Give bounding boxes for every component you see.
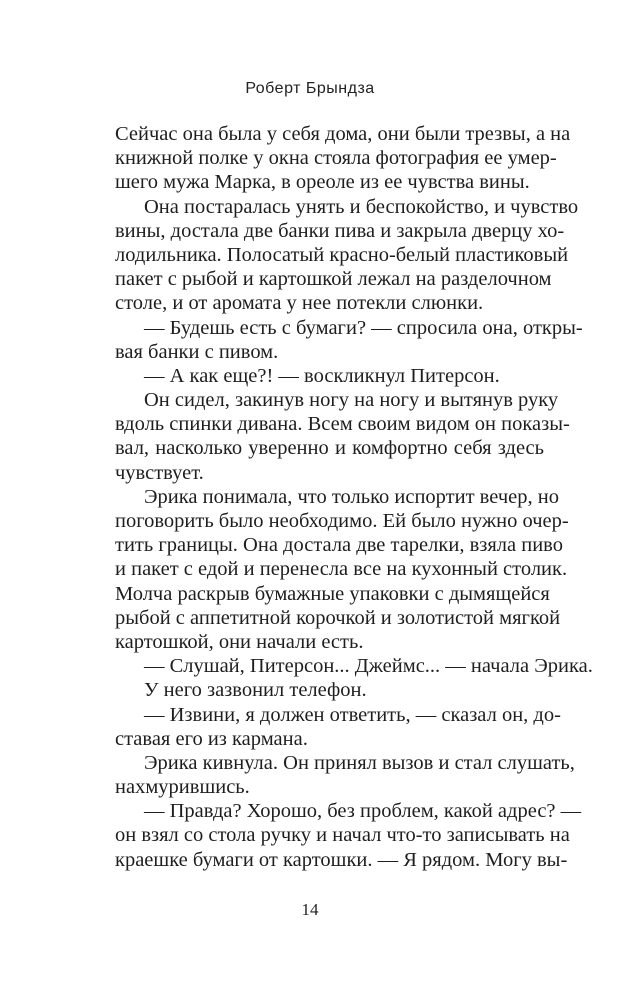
text-line: Он сидел, закинув ногу на ногу и вытянув руку — [144, 389, 559, 412]
text-line: вая банки с пивом. — [115, 340, 279, 363]
text-line: — А как еще?! — воскликнул Питерсон. — [144, 364, 500, 387]
text-line: столе, и от аромата у нее потекли слюнки. — [115, 292, 484, 315]
text-line: ставая его из кармана. — [115, 727, 308, 750]
text-line: шего мужа Марка, в ореоле из ее чувства вины. — [115, 171, 530, 194]
text-line: — Правда? Хорошо, без проблем, какой адрес? — — [144, 800, 582, 823]
text-line: Она постаралась унять и беспокойство, и чувство — [144, 195, 579, 218]
page-body-text — [115, 122, 593, 872]
text-line: и пакет с едой и перенесла все на кухонный столик. — [115, 558, 568, 581]
text-line: картошкой, они начали есть. — [115, 630, 364, 653]
text-line: вины, достала две банки пива и закрыла дверцу хо- — [115, 219, 565, 242]
text-line: Эрика кивнула. Он принял вызов и стал слушать, — [144, 751, 575, 774]
text-line: поговорить было необходимо. Ей было нужно очер- — [115, 510, 569, 532]
running-header: Роберт Брындза — [245, 80, 375, 97]
text-line: краешке бумаги от картошки. — Я рядом. Могу вы- — [115, 848, 568, 871]
text-line: книжной полке у окна стояла фотография ее умер- — [115, 147, 557, 170]
page-number: 14 — [301, 900, 319, 919]
text-line: вал, насколько уверенно и комфортно себя здесь — [115, 437, 544, 460]
text-line: пакет с рыбой и картошкой лежал на разделочном — [115, 268, 552, 291]
text-line: Молча раскрыв бумажные упаковки с дымящейся — [115, 582, 550, 605]
text-line: У него зазвонил телефон. — [144, 679, 367, 702]
text-line: чувствует. — [115, 461, 204, 484]
text-line: Сейчас она была у себя дома, они были трезвы, а на — [115, 123, 571, 145]
text-line: Эрика понимала, что только испортит вечер, но — [144, 485, 559, 508]
text-line: он взял со стола ручку и начал что-то записывать на — [115, 824, 570, 847]
text-line: — Слушай, Питерсон... Джеймс... — начала Эрика. — [144, 655, 593, 678]
text-line: лодильника. Полосатый красно-белый пластиковый — [115, 243, 569, 266]
text-line: тить границы. Она достала две тарелки, взяла пиво — [115, 534, 563, 557]
text-line: — Будешь есть с бумаги? — спросила она, откры- — [144, 316, 583, 339]
text-line: нахмурившись. — [115, 776, 250, 799]
text-line: рыбой с аппетитной корочкой и золотистой мягкой — [115, 606, 561, 629]
text-line: вдоль спинки дивана. Всем своим видом он показы- — [115, 413, 570, 436]
text-line: — Извини, я должен ответить, — сказал он, до- — [144, 703, 561, 726]
